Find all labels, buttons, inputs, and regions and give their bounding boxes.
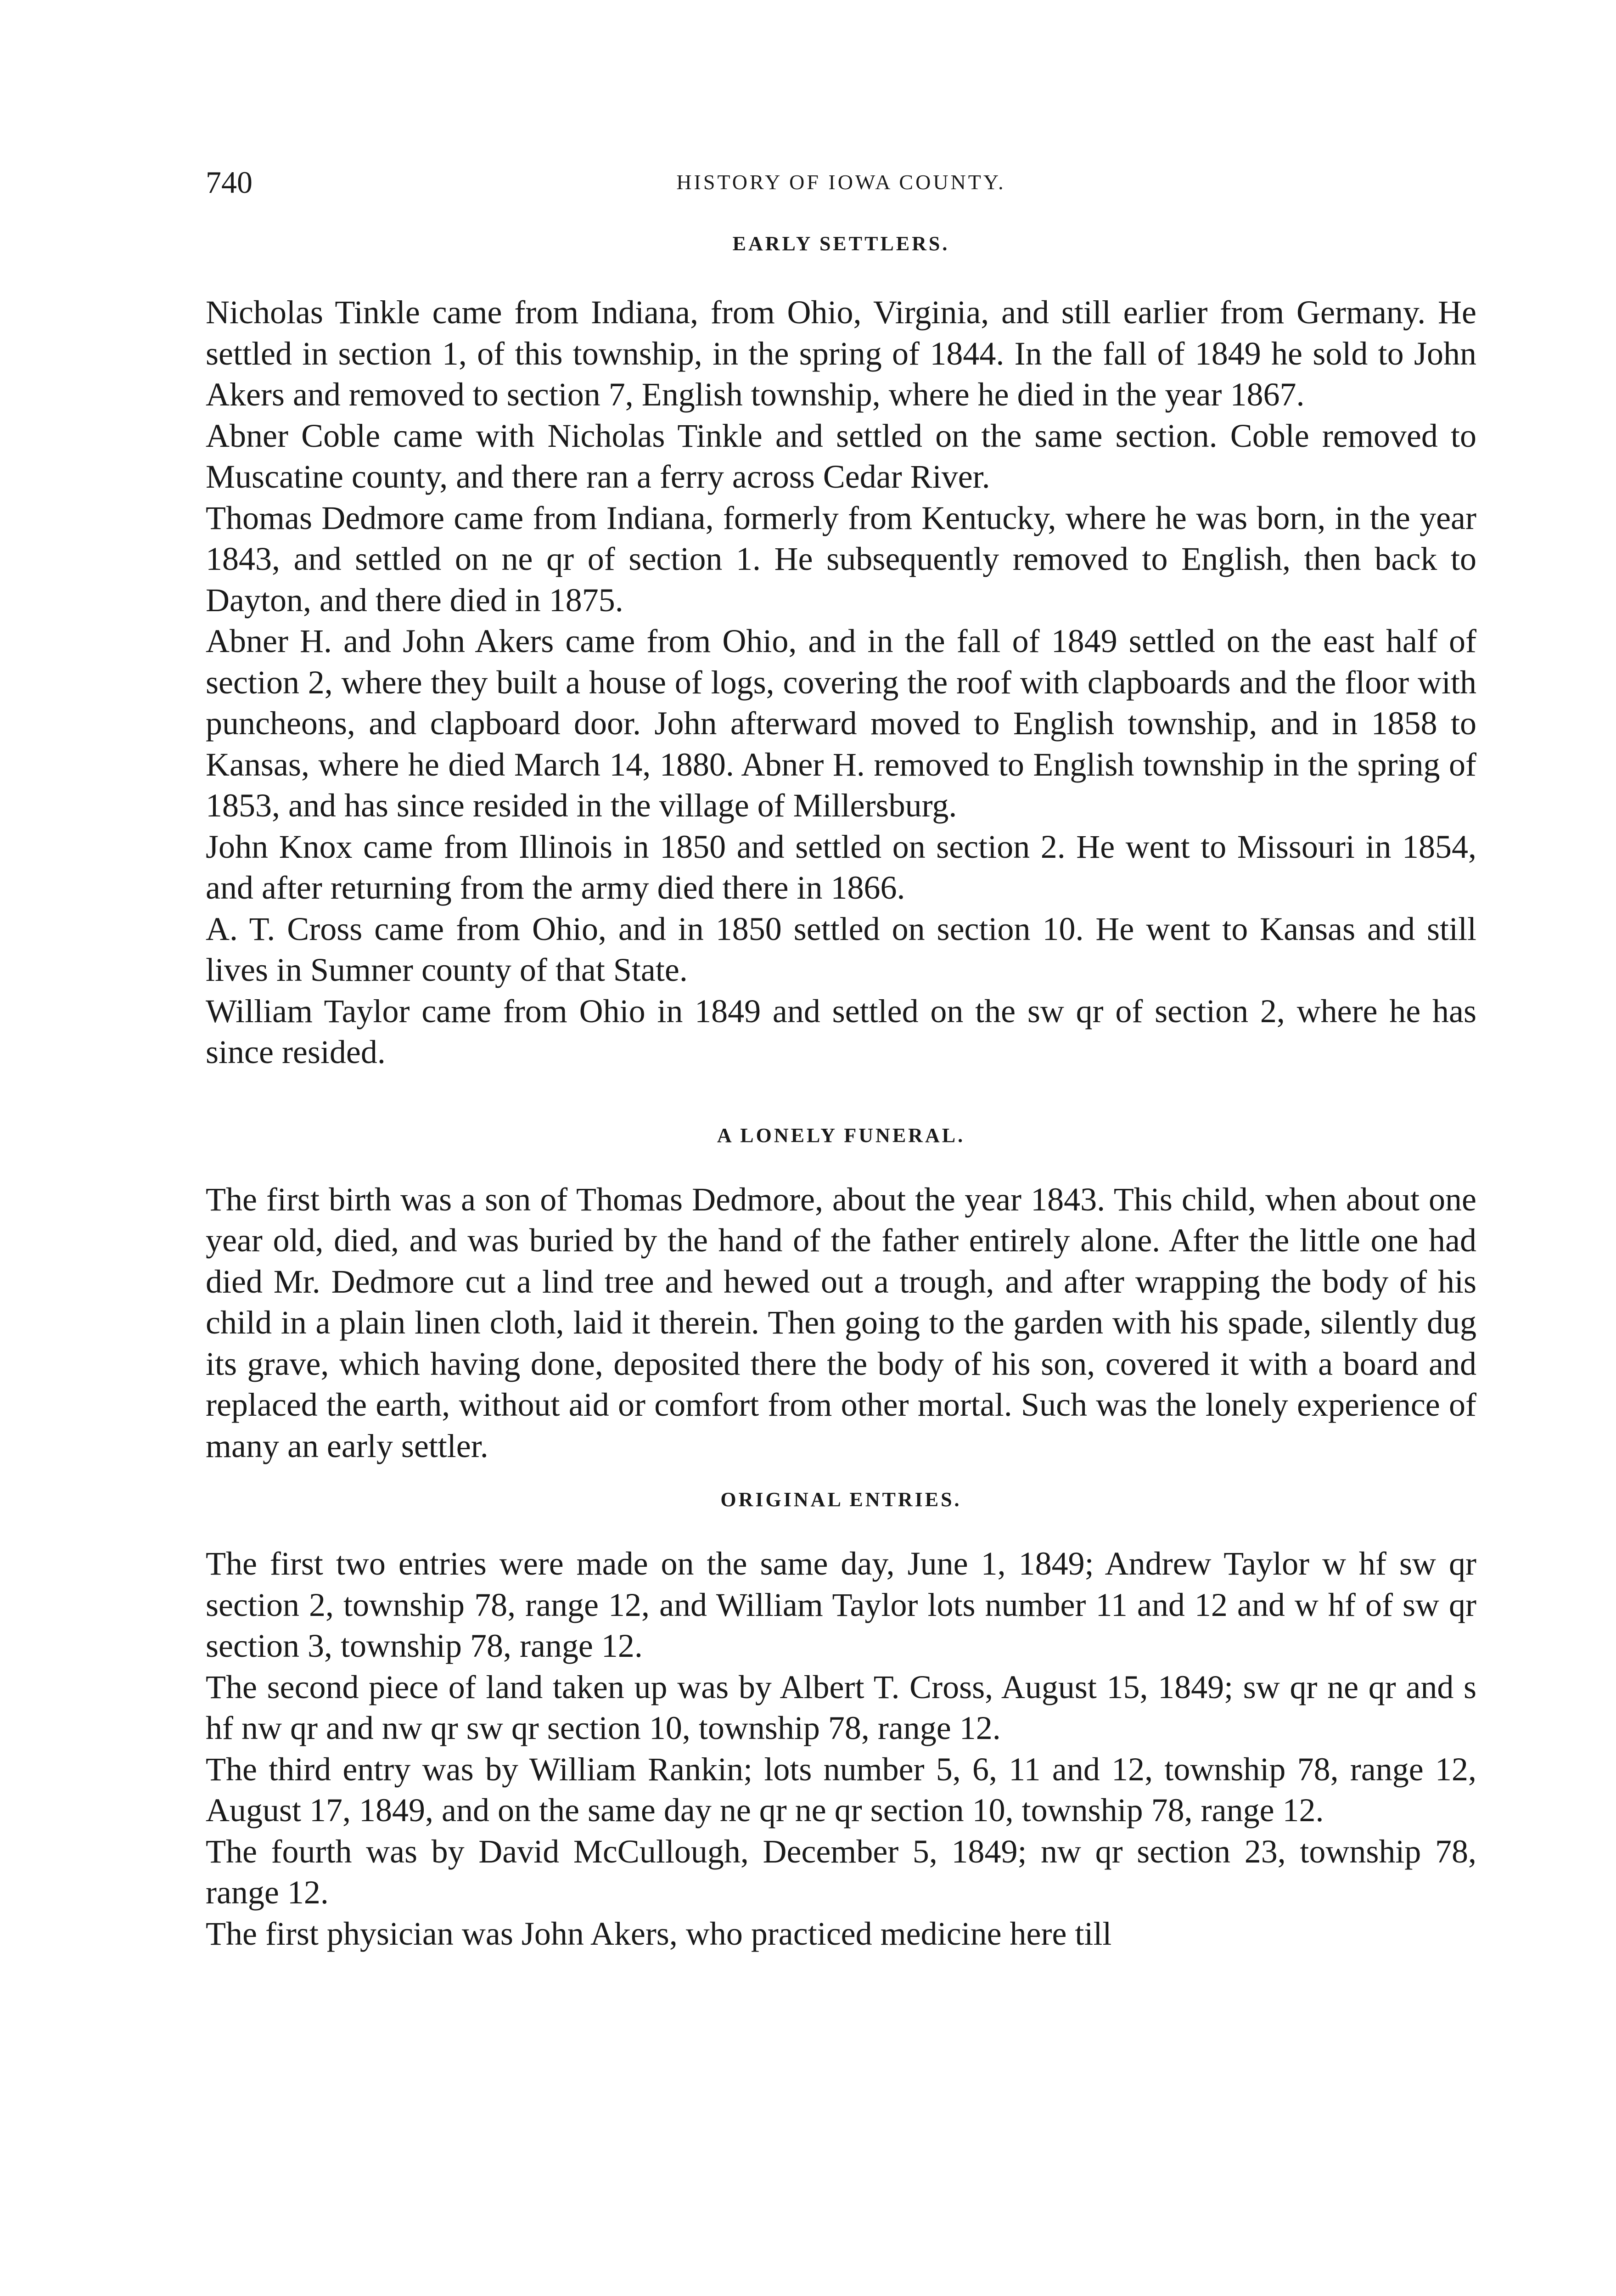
paragraph: Nicholas Tinkle came from Indiana, from Ohio, Virginia, and still earlier from Germany. He settled in section 1, of this township, in the spring of 1844. In the fall of 1849 he sold to John Akers and removed to section 7, English township, where he died in the year 1867. [206, 294, 1476, 413]
paragraph: The first two entries were made on the same day, June 1, 1849; Andrew Taylor w hf sw qr section 2, township 78, range 12, and William Taylor lots number 11 and 12 and w hf of sw qr section 3, township 78, range 12. [206, 1545, 1476, 1664]
running-head: HISTORY OF IOWA COUNTY. [676, 170, 1006, 194]
body-text [206, 232, 1476, 1954]
paragraph: A. T. Cross came from Ohio, and in 1850 settled on section 10. He went to Kansas and still lives in Sumner county of that State. [206, 910, 1476, 988]
paragraph: The first birth was a son of Thomas Dedmore, about the year 1843. This child, when about one year old, died, and was buried by the hand of the father entirely alone. After the little one had died Mr. Dedmore cut a lind tree and hewed out a trough, and after wrapping the body of his child in a plain linen cloth, laid it therein. Then going to the garden with his spade, silently dug its grave, which having done, deposited there the body of his son, covered it with a board and replaced the earth, without aid or comfort from other mortal. Such was the lonely experience of many an early settler. [206, 1181, 1476, 1464]
page-number: 740 [206, 165, 252, 200]
paragraph: Thomas Dedmore came from Indiana, formerly from Kentucky, where he was born, in the year 1843, and settled on ne qr of section 1. He subsequently removed to English, then back to Dayton, and there died in 1875. [206, 499, 1476, 619]
paragraph: The fourth was by David McCullough, December 5, 1849; nw qr section 23, township 78, range 12. [206, 1833, 1476, 1911]
paragraph: Abner Coble came with Nicholas Tinkle and settled on the same section. Coble removed to Muscatine county, and there ran a ferry across Cedar River. [206, 417, 1476, 495]
paragraph: John Knox came from Illinois in 1850 and settled on section 2. He went to Missouri in 1854, and after returning from the army died there in 1866. [206, 828, 1476, 906]
paragraph: William Taylor came from Ohio in 1849 and settled on the sw qr of section 2, where he has since resided. [206, 992, 1476, 1070]
section-heading-lonely-funeral: A LONELY FUNERAL. [717, 1124, 965, 1147]
paragraph: The second piece of land taken up was by Albert T. Cross, August 15, 1849; sw qr ne qr and s hf nw qr and nw qr sw qr section 10, township 78, range 12. [206, 1668, 1476, 1746]
page-header [206, 162, 1476, 203]
paragraph: The third entry was by William Rankin; lots number 5, 6, 11 and 12, township 78, range 12, August 17, 1849, and on the same day ne qr ne qr section 10, township 78, range 12. [206, 1750, 1476, 1829]
section-heading-original-entries: ORIGINAL ENTRIES. [720, 1488, 962, 1511]
paragraph: The first physician was John Akers, who practiced medicine here till [206, 1915, 1112, 1952]
section-heading-early-settlers: EARLY SETTLERS. [732, 232, 950, 255]
paragraph: Abner H. and John Akers came from Ohio, and in the fall of 1849 settled on the east half of section 2, where they built a house of logs, covering the roof with clapboards and the floor with puncheons, and clapboard door. John afterward moved to English township, and in 1858 to Kansas, where he died March 14, 1880. Abner H. removed to English township in the spring of 1853, and has since resided in the village of Millersburg. [206, 623, 1476, 824]
